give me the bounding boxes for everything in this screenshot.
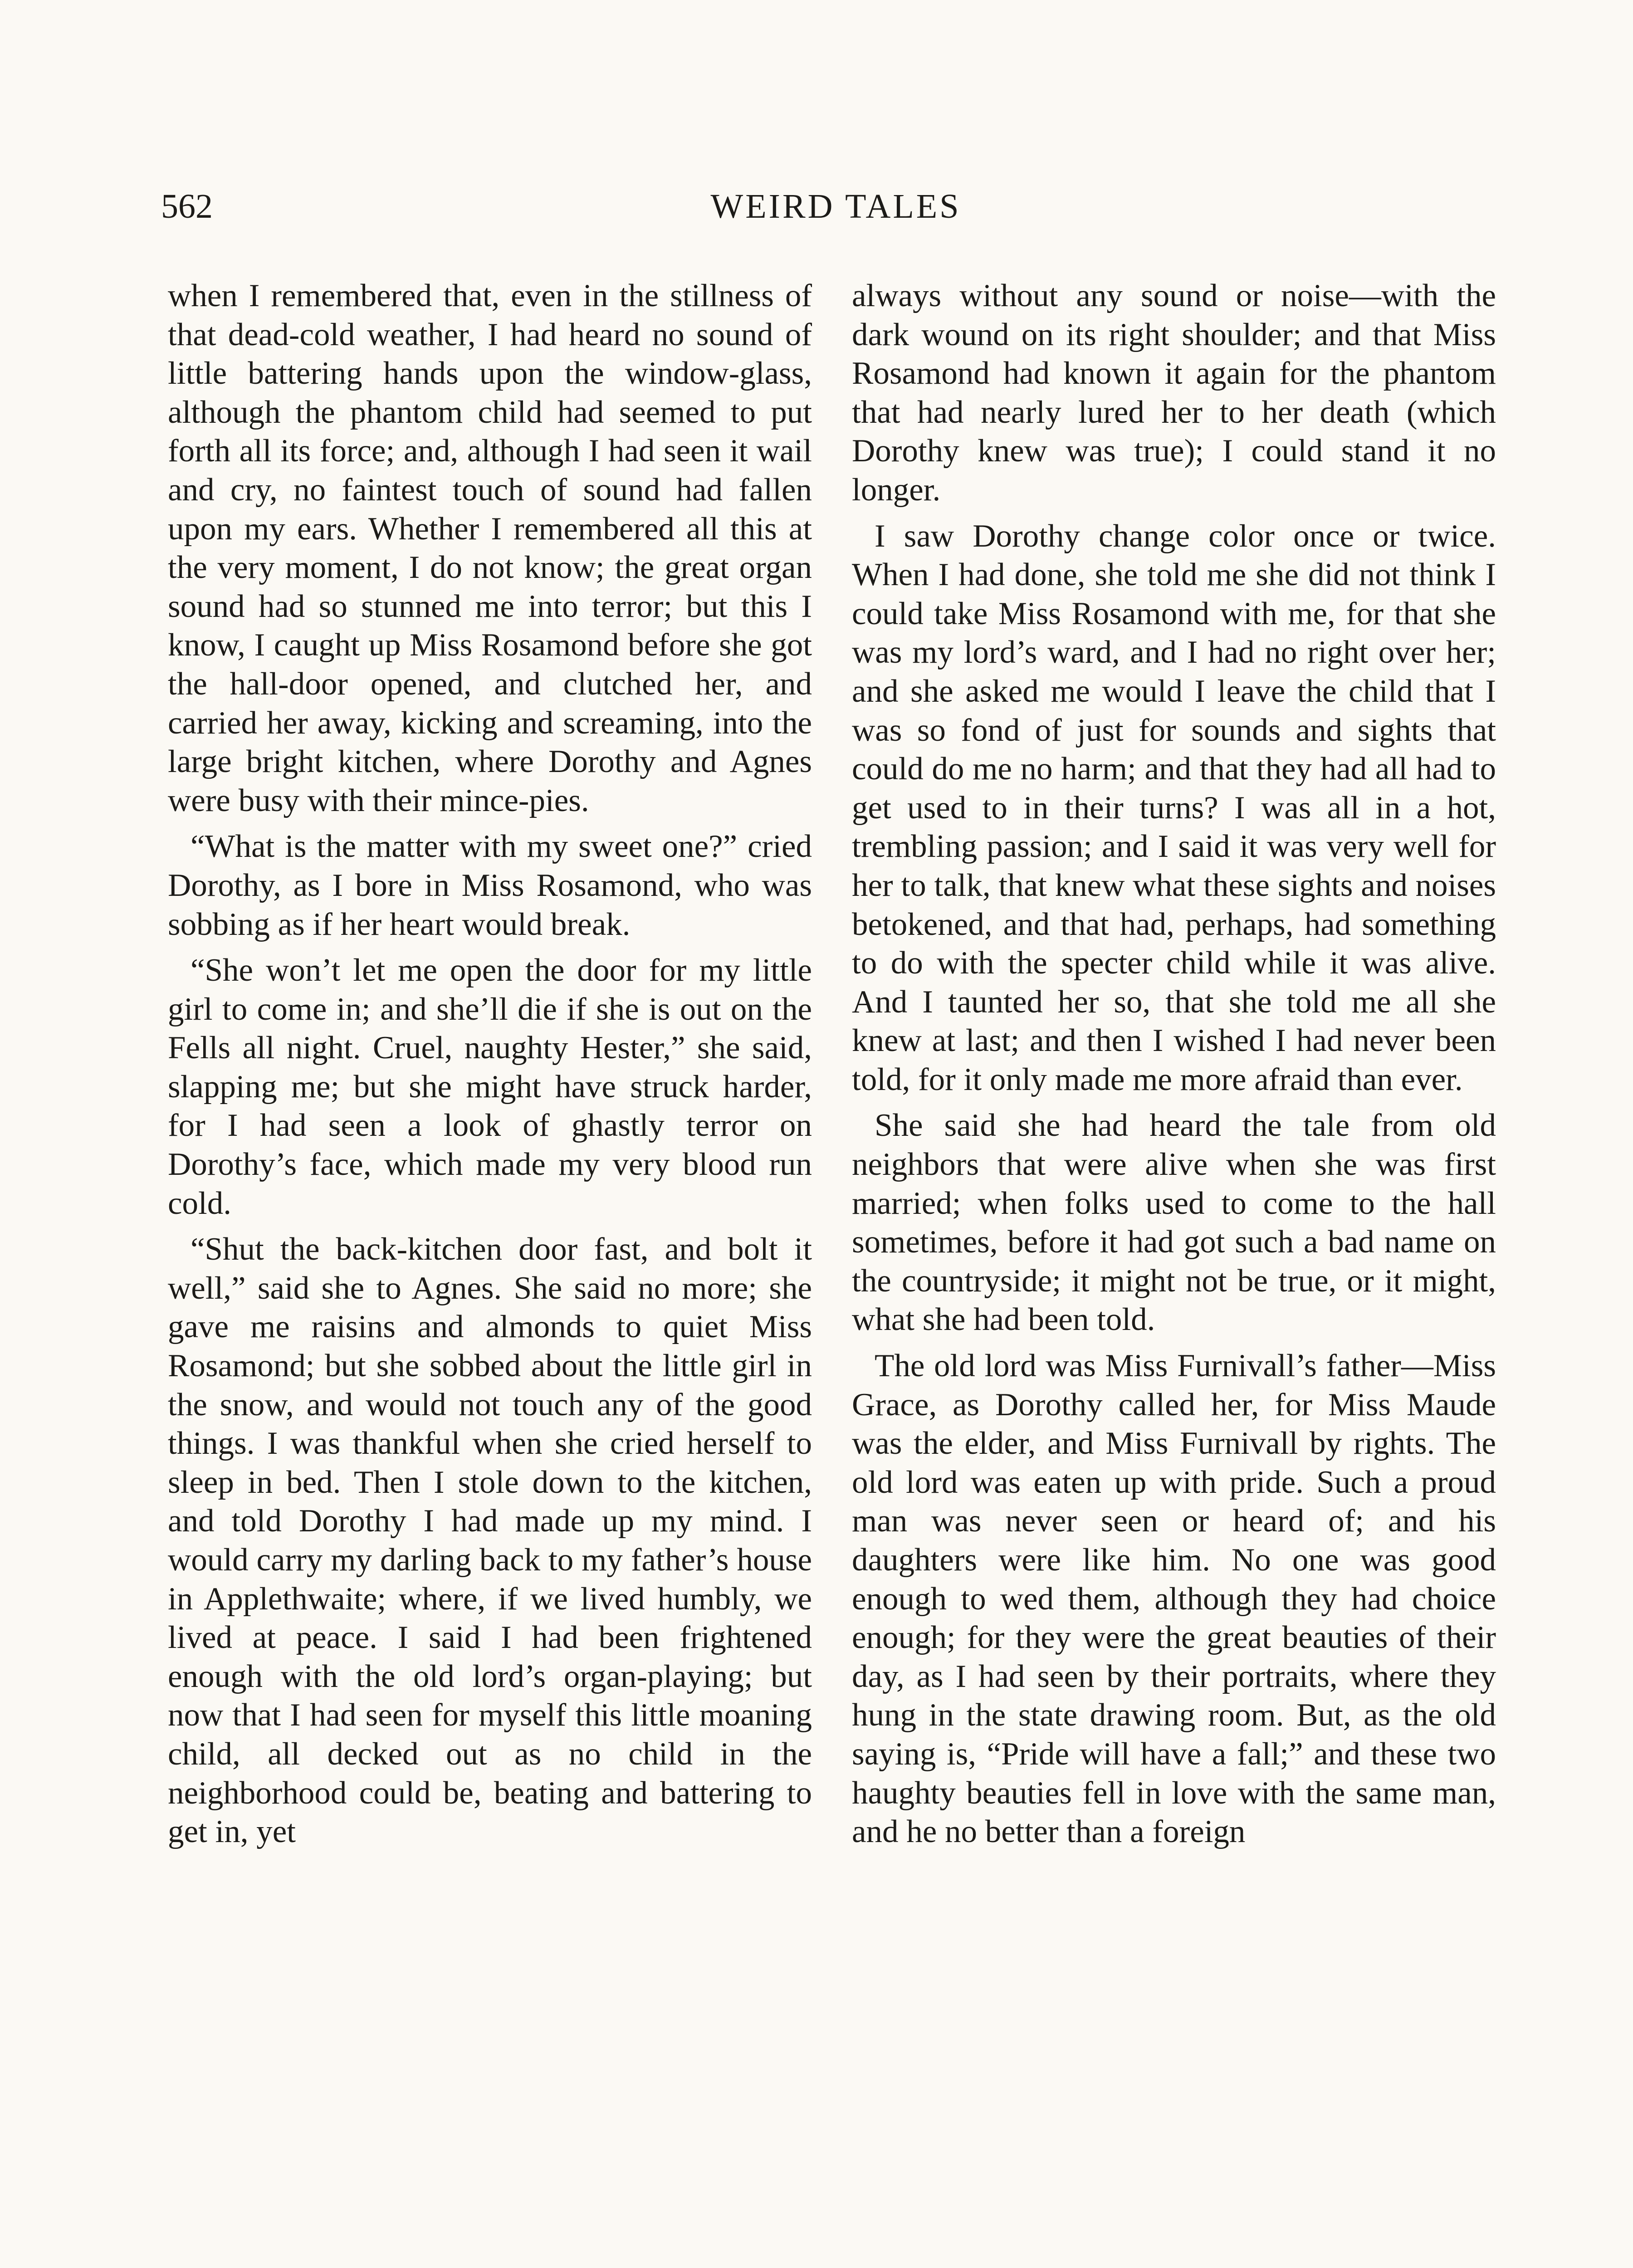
paragraph: She said she had heard the tale from old neighbors that were alive when she was first married; when folks used to come to the hall sometimes, before it had got such a bad name on the countryside; it might not be true, or it might, what she had been told.	[852, 1108, 1496, 1338]
page-number: 562	[161, 187, 213, 225]
running-title: WEIRD TALES	[710, 187, 961, 225]
left-column	[168, 277, 812, 1859]
page-header	[161, 181, 1511, 231]
paragraph: “Shut the back-kitchen door fast, and bolt it well,” said she to Agnes. She said no more; she gave me raisins and almonds to quiet Miss Rosamond; but she sobbed about the little girl in the snow, and would not touch any of the good things. I was thankful when she cried herself to sleep in bed. Then I stole down to the kitchen, and told Dorothy I had made up my mind. I would carry my darling back to my father’s house in Applethwaite; where, if we lived humbly, we lived at peace. I said I had been frightened enough with the old lord’s organ-playing; but now that I had seen for myself this little moaning child, all decked out as no child in the neighborhood could be, beating and battering to get in, yet	[168, 1232, 812, 1850]
right-column	[852, 277, 1496, 1859]
paragraph: I saw Dorothy change color once or twice. When I had done, she told me she did not think I could take Miss Rosamond with me, for that she was my lord’s ward, and I had no right over her; and she asked me would I leave the child that I was so fond of just for sounds and sights that could do me no harm; and that they had all had to get used to in their turns? I was all in a hot, trembling passion; and I said it was very well for her to talk, that knew what these sights and noises betokened, and that had, perhaps, had something to do with the specter child while it was alive. And I taunted her so, that she told me all she knew at last; and then I wished I had never been told, for it only made me more afraid than ever.	[852, 518, 1496, 1097]
paragraph: The old lord was Miss Furnivall’s father—Miss Grace, as Dorothy called her, for Miss Maude was the elder, and Miss Furnivall by rights. The old lord was eaten up with pride. Such a proud man was never seen or heard of; and his daughters were like him. No one was good enough to wed them, although they had choice enough; for they were the great beauties of their day, as I had seen by their portraits, where they hung in the state drawing room. But, as the old saying is, “Pride will have a fall;” and these two haughty beauties fell in love with the same man, and he no better than a foreign	[852, 1348, 1496, 1850]
paragraph: “What is the matter with my sweet one?” cried Dorothy, as I bore in Miss Rosamond, who was sobbing as if her heart would break.	[168, 829, 812, 942]
paragraph: when I remembered that, even in the stillness of that dead-cold weather, I had heard no sound of little battering hands upon the window-glass, although the phantom child had seemed to put forth all its force; and, although I had seen it wail and cry, no faintest touch of sound had fallen upon my ears. Whether I remembered all this at the very moment, I do not know; the great organ sound had so stunned me into terror; but this I know, I caught up Miss Rosamond before she got the hall-door opened, and clutched her, and carried her away, kicking and screaming, into the large bright kitchen, where Dorothy and Agnes were busy with their mince-pies.	[168, 278, 812, 818]
paragraph: “She won’t let me open the door for my little girl to come in; and she’ll die if she is out on the Fells all night. Cruel, naughty Hester,” she said, slapping me; but she might have struck harder, for I had seen a look of ghastly terror on Dorothy’s face, which made my very blood run cold.	[168, 953, 812, 1221]
paragraph: always without any sound or noise—with the dark wound on its right shoulder; and that Miss Rosamond had known it again for the phantom that had nearly lured her to her death (which Dorothy knew was true); I could stand it no longer.	[852, 278, 1496, 508]
